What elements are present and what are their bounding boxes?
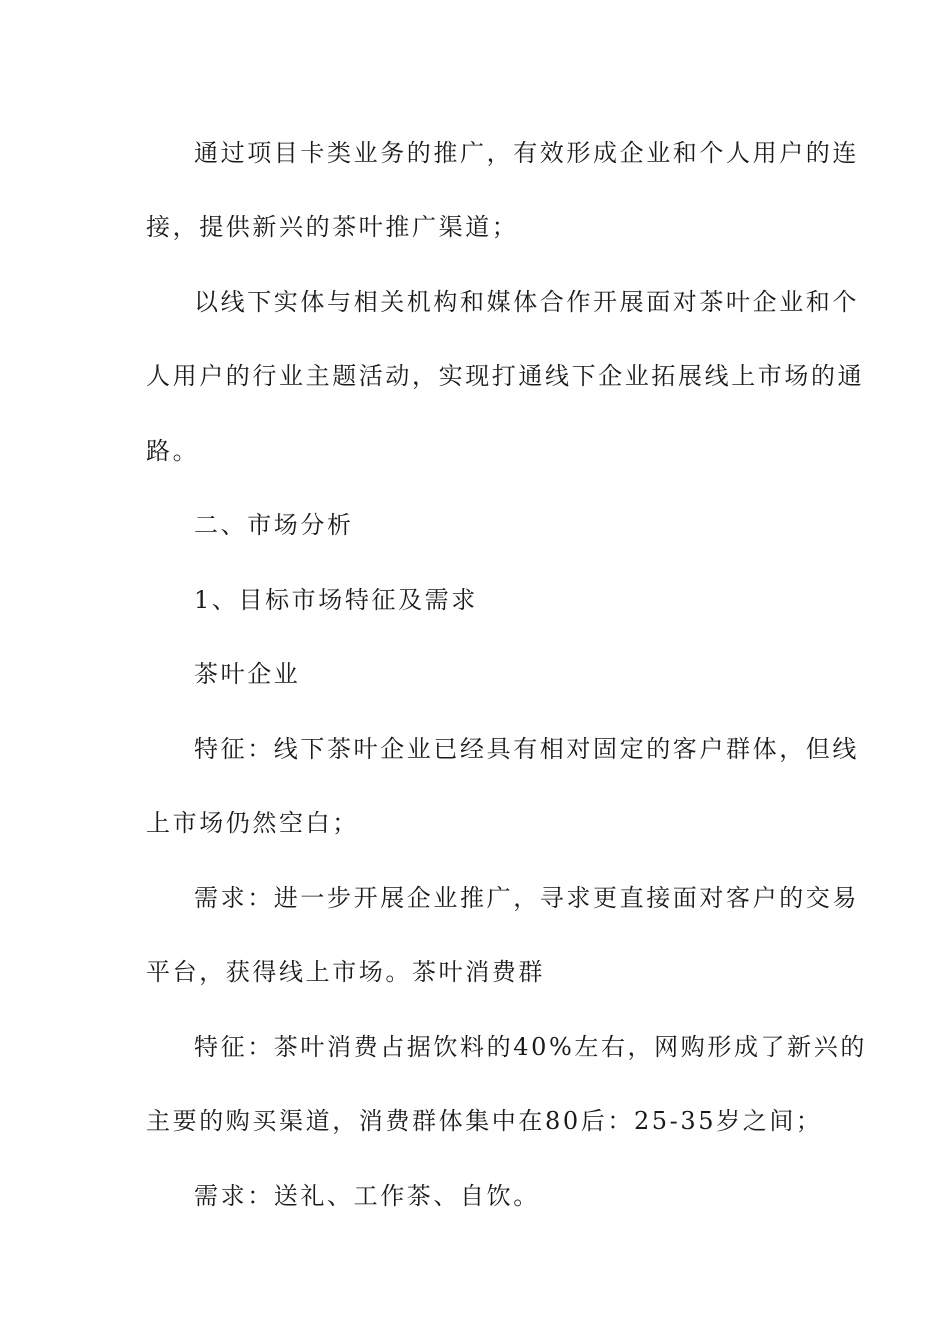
section-heading: 二、市场分析 bbox=[194, 511, 354, 539]
paragraph-line: 特征：线下茶叶企业已经具有相对固定的客户群体，但线 bbox=[194, 735, 859, 763]
paragraph-line: 特征：茶叶消费占据饮料的40%左右，网购形成了新兴的 bbox=[194, 1033, 867, 1061]
paragraph-line: 主要的购买渠道，消费群体集中在80后：25-35岁之间； bbox=[146, 1107, 823, 1135]
subsection-heading: 1、目标市场特征及需求 bbox=[194, 586, 478, 614]
paragraph-line: 通过项目卡类业务的推广，有效形成企业和个人用户的连 bbox=[194, 139, 859, 167]
paragraph-line: 路。 bbox=[146, 437, 200, 465]
paragraph-line: 接，提供新兴的茶叶推广渠道； bbox=[146, 213, 519, 241]
category-heading: 茶叶企业 bbox=[194, 660, 301, 688]
paragraph-line: 人用户的行业主题活动，实现打通线下企业拓展线上市场的通 bbox=[146, 362, 865, 390]
paragraph-line: 平台，获得线上市场。茶叶消费群 bbox=[146, 958, 545, 986]
paragraph-line: 需求：进一步开展企业推广，寻求更直接面对客户的交易 bbox=[194, 884, 859, 912]
paragraph-line: 以线下实体与相关机构和媒体合作开展面对茶叶企业和个 bbox=[194, 288, 859, 316]
paragraph-line: 需求：送礼、工作茶、自饮。 bbox=[194, 1182, 540, 1210]
paragraph-line: 上市场仍然空白； bbox=[146, 809, 359, 837]
